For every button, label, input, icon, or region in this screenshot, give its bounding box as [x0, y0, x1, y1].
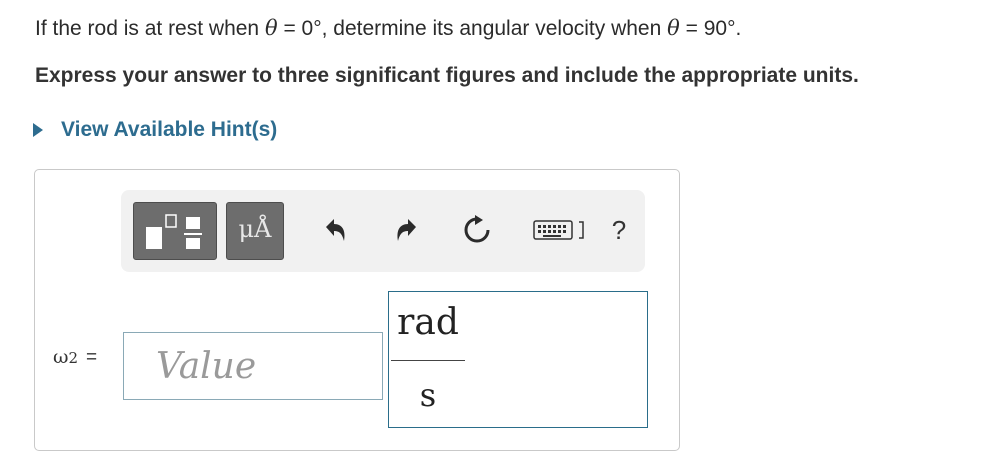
- undo-icon: [320, 215, 350, 245]
- units-label: μÅ: [238, 215, 272, 243]
- fraction-bar: [391, 360, 465, 361]
- value-input[interactable]: Value: [123, 332, 383, 400]
- omega-2-label: [53, 346, 97, 369]
- answer-panel: [34, 169, 680, 451]
- omega-subscript: 2: [68, 349, 79, 367]
- units-input[interactable]: [388, 291, 648, 428]
- question-part-3: = 90°.: [679, 17, 742, 40]
- unit-denominator: s: [419, 376, 437, 414]
- reset-button[interactable]: [459, 212, 495, 248]
- keyboard-icon: [533, 217, 591, 243]
- help-button[interactable]: ?: [611, 214, 627, 245]
- theta-symbol: θ: [264, 16, 278, 40]
- omega-symbol: ω: [53, 346, 69, 368]
- question-text: [35, 16, 741, 41]
- hint-label: View Available Hint(s): [61, 118, 278, 141]
- question-part-1: If the rod is at rest when: [35, 17, 265, 40]
- templates-icon: [134, 203, 218, 261]
- instruction-text: Express your answer to three significant figures and include the appropriate units.: [35, 64, 859, 87]
- keyboard-button[interactable]: [531, 212, 593, 248]
- math-toolbar: [121, 190, 645, 272]
- question-part-2: = 0°, determine its angular velocity when: [277, 17, 668, 40]
- unit-numerator: rad: [397, 302, 459, 343]
- reset-icon: [461, 214, 493, 246]
- templates-button[interactable]: [133, 202, 217, 260]
- equals-sign: =: [86, 347, 98, 368]
- view-hints-link[interactable]: [33, 118, 277, 142]
- undo-button[interactable]: [317, 212, 353, 248]
- redo-icon: [392, 215, 422, 245]
- theta-symbol: θ: [667, 16, 680, 40]
- expand-triangle-icon: [33, 123, 43, 137]
- units-button[interactable]: [226, 202, 284, 260]
- redo-button[interactable]: [389, 212, 425, 248]
